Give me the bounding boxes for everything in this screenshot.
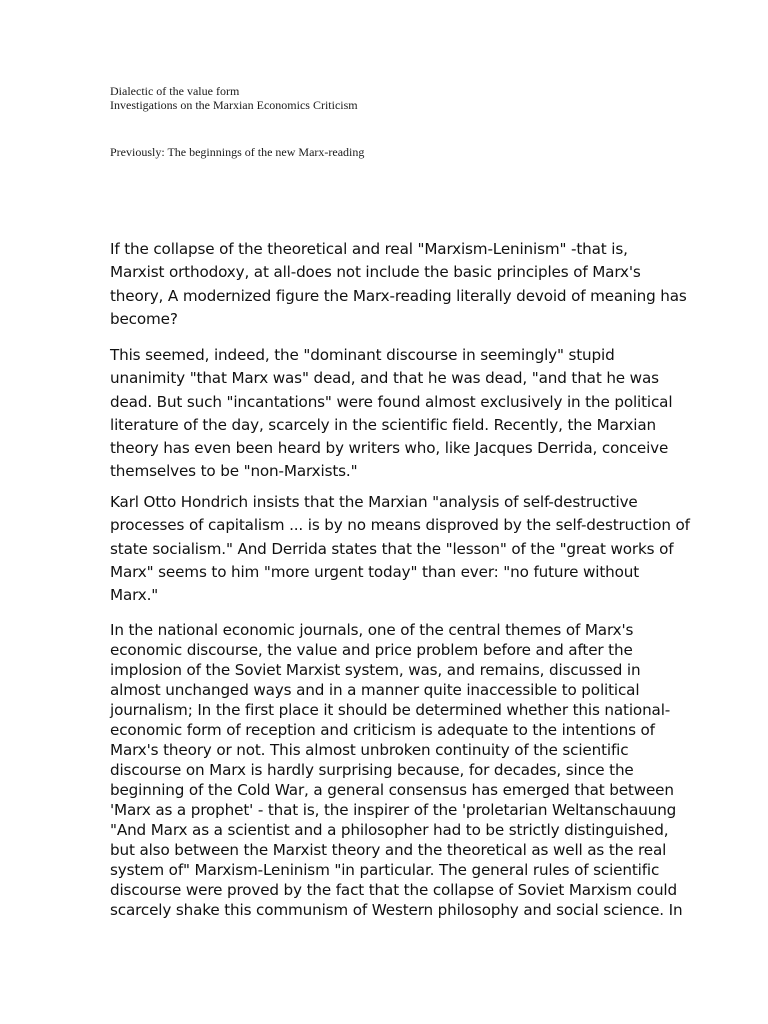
document-subtitle: Investigations on the Marxian Economics Criticism bbox=[110, 98, 358, 112]
paragraph-line: dead. But such "incantations" were found almost exclusively in the political bbox=[110, 392, 673, 411]
paragraph-line: Karl Otto Hondrich insists that the Marxian "analysis of self-destructive bbox=[110, 493, 638, 511]
paragraph-2 bbox=[110, 344, 673, 484]
paragraph-1 bbox=[110, 238, 687, 331]
paragraph-line: 'Marx as a prophet' - that is, the inspirer of the 'proletarian Weltanschauung bbox=[110, 801, 677, 819]
paragraph-4 bbox=[110, 620, 683, 920]
paragraph-line: In the national economic journals, one of the central themes of Marx's bbox=[110, 621, 634, 639]
paragraph-line: If the collapse of the theoretical and real "Marxism-Leninism" -that is, bbox=[110, 240, 628, 258]
paragraph-line: Marxist orthodoxy, at all-does not include the basic principles of Marx's bbox=[110, 263, 641, 282]
paragraph-line: Marx's theory or not. This almost unbroken continuity of the scientific bbox=[110, 741, 629, 759]
paragraph-line: system of" Marxism-Leninism "in particular. The general rules of scientific bbox=[110, 861, 660, 879]
document-title: Dialectic of the value form bbox=[110, 84, 240, 98]
document-header bbox=[110, 84, 670, 112]
paragraph-line: This seemed, indeed, the "dominant discourse in seemingly" stupid bbox=[110, 346, 615, 364]
previously-note: Previously: The beginnings of the new Marx-reading bbox=[110, 145, 365, 159]
paragraph-line: economic discourse, the value and price problem before and after the bbox=[110, 641, 633, 659]
paragraph-line: discourse were proved by the fact that the collapse of Soviet Marxism could bbox=[110, 881, 677, 899]
paragraph-line: economic form of reception and criticism is adequate to the intentions of bbox=[110, 721, 655, 739]
paragraph-3 bbox=[110, 491, 690, 607]
paragraph-line: discourse on Marx is hardly surprising because, for decades, since the bbox=[110, 761, 634, 779]
paragraph-line: literature of the day, scarcely in the scientific field. Recently, the Marxian bbox=[110, 415, 656, 434]
paragraph-line: beginning of the Cold War, a general consensus has emerged that between bbox=[110, 781, 674, 799]
paragraph-line: unanimity "that Marx was" dead, and that he was dead, "and that he was bbox=[110, 369, 659, 388]
paragraph-line: Marx" seems to him "more urgent today" than ever: "no future without bbox=[110, 562, 640, 581]
paragraph-line: journalism; In the first place it should be determined whether this national- bbox=[110, 701, 671, 719]
paragraph-line: theory has even been heard by writers who, like Jacques Derrida, conceive bbox=[110, 439, 669, 458]
paragraph-line: become? bbox=[110, 309, 178, 328]
paragraph-line: processes of capitalism ... is by no means disproved by the self-destruction of bbox=[110, 516, 690, 535]
paragraph-line: scarcely shake this communism of Western philosophy and social science. In bbox=[110, 901, 683, 919]
paragraph-line: but also between the Marxist theory and the theoretical as well as the real bbox=[110, 841, 667, 859]
paragraph-line: Marx." bbox=[110, 586, 159, 605]
paragraph-line: theory, A modernized figure the Marx-reading literally devoid of meaning has bbox=[110, 286, 687, 305]
paragraph-line: almost unchanged ways and in a manner quite inaccessible to political bbox=[110, 681, 640, 699]
paragraph-line: state socialism." And Derrida states that the "lesson" of the "great works of bbox=[110, 539, 674, 558]
paragraph-line: implosion of the Soviet Marxist system, was, and remains, discussed in bbox=[110, 661, 641, 679]
paragraph-line: "And Marx as a scientist and a philosopher had to be strictly distinguished, bbox=[110, 821, 669, 839]
paragraph-line: themselves to be "non-Marxists." bbox=[110, 462, 358, 481]
